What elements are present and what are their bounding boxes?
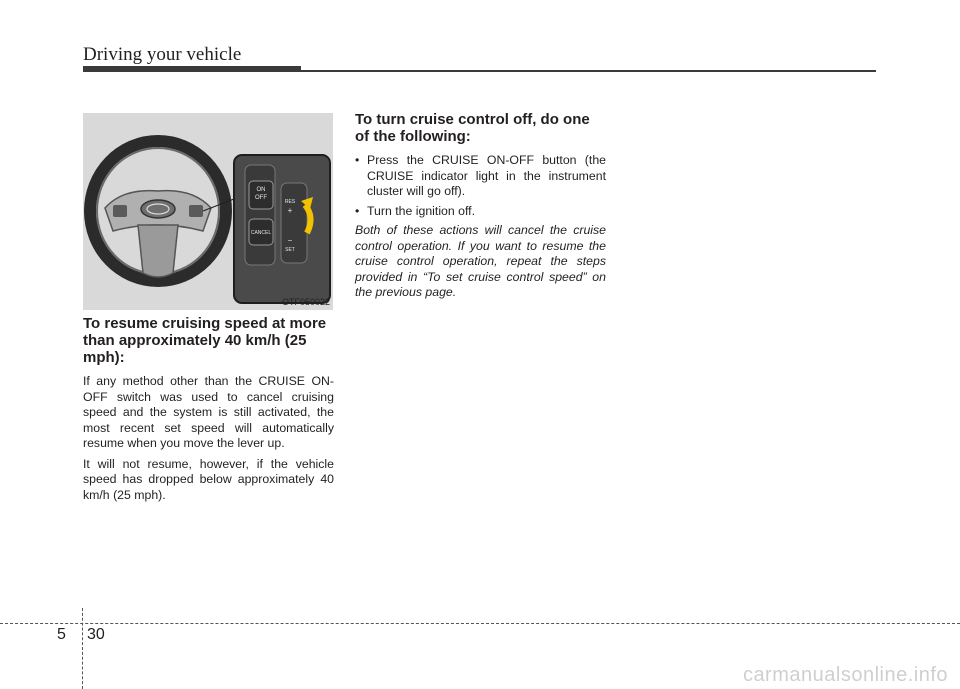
footer-vertical-divider <box>82 608 83 689</box>
plus-label: + <box>287 206 293 215</box>
left-column <box>83 315 334 508</box>
cruise-off-note: Both of these actions will cancel the cruise control operation. If you want to resume the cruise control operation, repeat the steps provided in “To set cruise control speed” on the previous page. <box>355 223 606 299</box>
right-column <box>355 111 606 306</box>
chapter-number: 5 <box>57 626 66 643</box>
off-label: OFF <box>255 195 267 201</box>
resume-paragraph-2: It will not resume, however, if the vehicle speed has dropped below approximately 40 km/h (25 mph). <box>83 456 334 502</box>
steering-wheel-icon <box>90 141 226 281</box>
set-label: SET <box>285 247 295 253</box>
steering-wheel-illustration <box>83 113 333 310</box>
minus-label: − <box>287 236 293 245</box>
list-item <box>355 153 606 200</box>
cruise-off-heading: To turn cruise control off, do one of the following: <box>355 111 590 145</box>
resume-paragraph-1: If any method other than the CRUISE ON-OFF switch was used to cancel cruising speed and the system is still activated, the most recent set speed will automatically resume when you move the lever up. <box>83 374 334 450</box>
cruise-off-list <box>355 153 606 219</box>
watermark: carmanualsonline.info <box>742 664 948 686</box>
bullet-text-2: Turn the ignition off. <box>367 203 476 218</box>
header-rule-thin <box>301 70 876 72</box>
resume-speed-heading: To resume cruising speed at more than approximately 40 km/h (25 mph): <box>83 315 327 366</box>
res-label: RES <box>284 199 296 205</box>
cancel-label: CANCEL <box>250 230 272 236</box>
header-rule-thick <box>83 66 301 72</box>
bullet-text-1: Press the CRUISE ON-OFF button (the CRUISE indicator light in the instrument cluster will go off). <box>367 153 606 198</box>
footer-divider <box>0 623 960 624</box>
cruise-control-figure <box>83 113 333 310</box>
cruise-switch-inset <box>234 155 330 303</box>
page-number: 30 <box>87 626 105 643</box>
figure-code: OTF050022 <box>281 297 330 307</box>
on-label: ON <box>256 187 266 193</box>
list-item <box>355 204 606 220</box>
page-header-title: Driving your vehicle <box>83 44 242 65</box>
